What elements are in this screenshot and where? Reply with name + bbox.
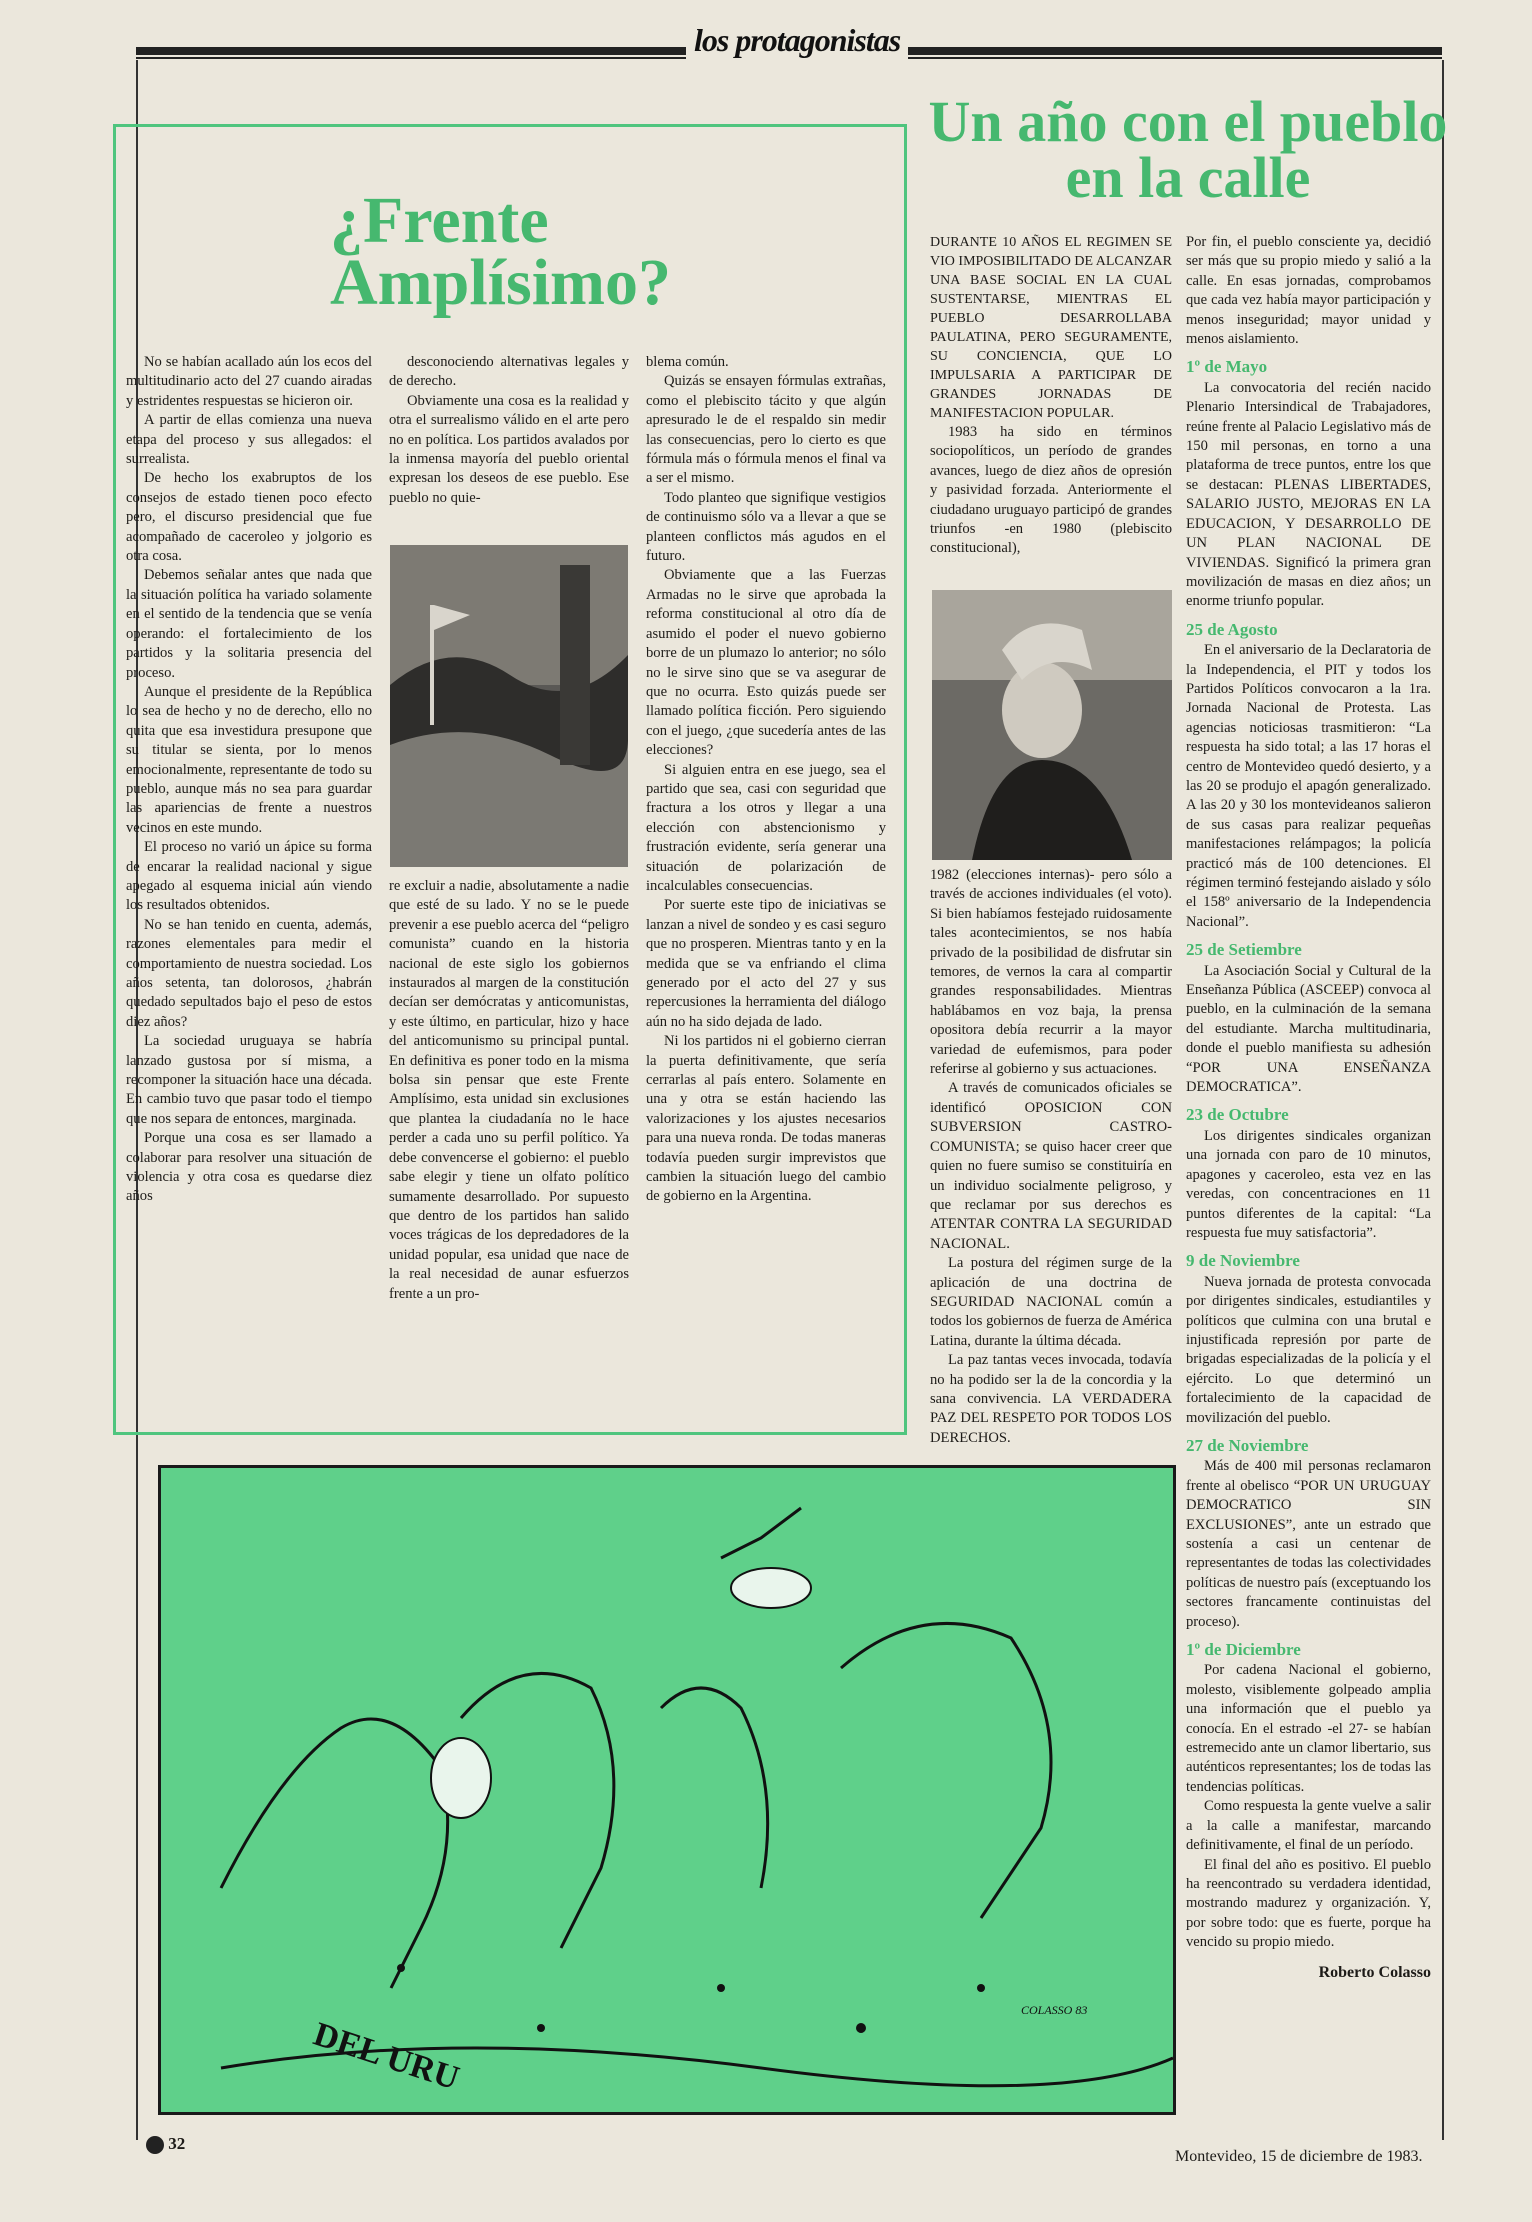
paragraph: Debemos señalar antes que nada que la situación política ha variado solamente en el sentido de la tendencia que se venía operando: el fortalecimiento de los partidos y la solitaria presencia del proceso.: [126, 567, 372, 681]
paragraph: re excluir a nadie, absolutamente a nadie que esté de su lado. Y no se le puede prevenir a ese pueblo acerca del “peligro comunista” cuando en la historia nacional de este siglo los gobiernos instaurados al margen de la constitución decían ser demócratas y anticomunistas, y este último, en particular, hizo y hace del anticomunismo su principal puntal. En definitiva es poner todo en la misma bolsa sin pensar que este Frente Amplísimo, esta unidad sin exclusiones que plantea la ciudadanía no le hace perder a cada uno su perfil político. Ya debe convencerse el gobierno: el pueblo sabe elegir y tiene un olfato político sumamente desarrollado. Por supuesto que dentro de los partidos han salido voces trágicas de los depredadores de la unidad popular, esa unidad que nace de la real necesidad de aunar esfuerzos frente a un pro-: [389, 878, 629, 1302]
paragraph: desconociendo alternativas legales y de derecho.: [389, 354, 629, 390]
paragraph: La sociedad uruguaya se habría lanzado gustosa por sí misma, a recomponer la situación hace una década. En cambio tuvo que pasar todo el tiempo que nos separa de entonces, marginada.: [126, 1033, 372, 1127]
event-date-heading: 1º de Diciembre: [1186, 1640, 1301, 1660]
paragraph: Obviamente una cosa es la realidad y otra el surrealismo válido en el arte pero no en política. Los partidos avalados por la inmensa mayoría del pueblo oriental expresan los deseos de ese pueblo. Ese pueblo no quie-: [389, 392, 629, 506]
paragraph: De hecho los exabruptos de los consejos de estado tienen poco efecto pero, el discurso presidencial que fue acompañado de caceroleo y jolgorio es otra cosa.: [126, 470, 372, 565]
paragraph: Por suerte este tipo de iniciativas se lanzan a nivel de sondeo y es casi seguro que no prosperen. Mientras tanto y en la medida que se va enfriando el clima generado por el acto del 27 y sus repercusiones la herramienta del diálogo aún no ha sido dejada de lado.: [646, 897, 886, 1030]
right-article-col2: [1186, 233, 1431, 1982]
dateline: Montevideo, 15 de diciembre de 1983.: [1175, 2148, 1423, 2165]
paragraph: Obviamente que a las Fuerzas Armadas no le sirve que aprobada la reforma constitucional al otro día de asumido el poder el nuevo gobierno borre de un plumazo lo anterior; no sólo no le sirve sino que se va asegurar de que no ocurra. Esto quizás puede ser llamado política ficción. Pero siguiendo con el juego, ¿que sucedería antes de las elecciones?: [646, 567, 886, 759]
event-description: Nueva jornada de protesta convocada por dirigentes sindicales, estudiantiles y políticos que culmina con una brutal e injustificada represión por parte de brigadas especializadas de la policía y el ejército. Lo que determinó un fortalecimiento de la capacidad de movilización del pueblo.: [1186, 1273, 1431, 1426]
paragraph: Si alguien entra en ese juego, sea el partido que sea, casi con seguridad que fractura a los otros y llegar a una elección con abstencionismo y frustración evidente, sería generar una situación de polarización de incalculables consecuencias.: [646, 761, 886, 894]
event-date-heading: 23 de Octubre: [1186, 1105, 1289, 1125]
paragraph: La postura del régimen surge de la aplicación de una doctrina de SEGURIDAD NACIONAL común a todos los gobiernos de fuerza de América Latina, durante la última década.: [930, 1255, 1172, 1349]
right-article-paragraph: 1983 ha sido en términos sociopolíticos, un período de grandes avances, luego de diez años de opresión y pasividad forzada. Anteriormente el ciudadano uruguayo participó de grandes triunfos -en 1980 (plebiscito constitucional),: [930, 424, 1172, 557]
paragraph: Porque una cosa es ser llamado a colaborar para resolver una situación de violencia y otra cosa es quedarse diez años: [126, 1130, 372, 1205]
paragraph: 1982 (elecciones internas)- pero sólo a través de acciones individuales (el voto). Si bien habíamos festejado ruidosamente tales acontecimientos, se nos había privado de la posibilidad de disfrutar sin temores, de vernos la cara al compartir grandes responsabilidades. Mientras hablábamos en voz baja, la prensa opositora debía recurrir a la mayor variedad de eufemismos, para poder referirse al gobierno y sus actuaciones.: [930, 867, 1172, 1078]
left-article-headline: ¿Frente Amplísimo?: [330, 184, 672, 319]
cartoon-artist-signature: COLASSO 83: [1021, 2003, 1088, 2017]
paragraph: blema común.: [646, 354, 729, 370]
section-title: los protagonistas: [686, 22, 908, 59]
right-article-col1-top: [930, 233, 1172, 559]
paragraph: A partir de ellas comienza una nueva etapa del proceso y sus allegados: el surrealista.: [126, 412, 372, 468]
paragraph: Quizás se ensayen fórmulas extrañas, como el plebiscito tácito y que algún apresurado le de el respaldo sin medir las consecuencias, pero lo cierto es que fórmula más o fórmula menos el final va a ser el mismo.: [646, 373, 886, 487]
event-date-heading: 25 de Setiembre: [1186, 940, 1302, 960]
editorial-cartoon: [158, 1465, 1176, 2115]
paragraph: No se han tenido en cuenta, además, razones elementales para medir el comportamiento de nuestra sociedad. Los años setenta, tan dolorosos, ¿habrán quedado sepultados bajo el peso de estos diez años?: [126, 916, 372, 1030]
paragraph: El final del año es positivo. El pueblo ha reencontrado su verdadera identidad, mostrando madurez y organización. Y, por sobre todo: que es fuerte, porque ha vencido su propio miedo.: [1186, 1856, 1431, 1951]
left-article-col1: [126, 353, 372, 1207]
right-article-col1-bottom: [930, 866, 1172, 1448]
left-article-col2-bottom: [389, 877, 629, 1304]
event-description: Los dirigentes sindicales organizan una jornada con paro de 10 minutos, apagones y caceroleo, esta vez en las veredas, con concentraciones en 11 puntos diferentes de la capital: “La respuesta fue muy satisfactoria”.: [1186, 1127, 1431, 1241]
event-description: En el aniversario de la Declaratoria de la Independencia, el PIT y todos los Partidos Políticos convocaron a la 1ra. Jornada Nacional de Protesta. Las agencias noticiosas trasmitieron: “La respuesta ha sido total; a las 17 horas el centro de Montevideo quedó desierto, y a las 20 se produjo el apagón generalizado. A las 20 y 30 los montevideanos salieron de sus casas para realizar pequeñas manifestaciones relámpagos; la policía practicó más de 100 detenciones. El régimen terminó festejando aislado y sólo el 158º aniversario de la Independencia Nacional”.: [1186, 642, 1431, 930]
event-description: La convocatoria del recién nacido Plenario Intersindical de Trabajadores, reúne frente al Palacio Legislativo más de 150 mil personas, en torno a una plataforma de trece puntos, entre los que se destacan: PLENAS LIBERTADES, SALARIO JUSTO, MEJORAS EN LA EDUCACION, Y DESARROLLO DE UN PLAN NACIONAL DE VIVIENDAS. Significó la primera gran movilización de masas en diez años; un enorme triunfo popular.: [1186, 379, 1431, 610]
right-article-headline: Un año con el pueblo en la calle: [928, 89, 1448, 210]
paragraph: A través de comunicados oficiales se identificó OPOSICION CON SUBVERSION CASTRO-COMUNISTA; se quiso hacer creer que quien no fuere sumiso se constituiría en un individuo socialmente peligroso, y que reclamar por sus derechos es ATENTAR CONTRA LA SEGURIDAD NACIONAL.: [930, 1080, 1172, 1252]
event-description: Por cadena Nacional el gobierno, molesto, visiblemente golpeado amplia una información que el pueblo ya conocía. En el estrado -el 27- se habían estremecido ante un clamor libertario, sus auténticos representantes; los de todas las tendencias políticas.: [1186, 1662, 1431, 1795]
paragraph: Todo planteo que signifique vestigios de continuismo sólo va a llevar a que se planteen conflictos más agudos en el futuro.: [646, 489, 886, 565]
publication-logo-icon: [146, 2136, 164, 2154]
left-article-col2-top: [389, 353, 629, 508]
woman-protester-photo: [932, 590, 1172, 860]
right-article-lead: DURANTE 10 AÑOS EL REGIMEN SE VIO IMPOSIBILITADO DE ALCANZAR UNA BASE SOCIAL EN LA CUAL SUSTENTARSE, MIENTRAS EL PUEBLO DESARROLLABA PAULATINA, PERO SEGURAMENTE, SU CONCIENCIA, QUE LO IMPULSARIA A PARTICIPAR DE GRANDES JORNADAS DE MANIFESTACION POPULAR.: [930, 235, 1172, 421]
event-date-heading: 27 de Noviembre: [1186, 1435, 1309, 1455]
protest-crowd-photo: [390, 545, 628, 867]
event-description: Más de 400 mil personas reclamaron frente al obelisco “POR UN URUGUAY DEMOCRATICO SIN EXCLUSIONES”, ante un estrado que sostenía a casi un centenar de representantes de todas las colectividades políticas de nuestro país (exceptuando los sectores francamente continuistas del proceso).: [1186, 1458, 1431, 1630]
author-signature: Roberto Colasso: [1318, 1963, 1431, 1981]
paragraph: El proceso no varió un ápice su forma de encarar la realidad nacional y sigue apegado al esquema inicial aún viendo los resultados obtenidos.: [126, 839, 372, 914]
event-description: La Asociación Social y Cultural de la Enseñanza Pública (ASCEEP) convoca al pueblo, en la culminación de la semana del estudiante. Marcha multitudinaria, donde el pueblo manifiesta su adhesión “POR UNA ENSEÑANZA DEMOCRATICA”.: [1186, 962, 1431, 1096]
page-number: 32: [146, 2134, 185, 2154]
event-date-heading: 9 de Noviembre: [1186, 1251, 1300, 1271]
event-date-heading: 1º de Mayo: [1186, 357, 1268, 377]
paragraph: La paz tantas veces invocada, todavía no ha podido ser la de la concordia y la sana convivencia. LA VERDADERA PAZ DEL RESPETO POR TODOS LOS DERECHOS.: [930, 1352, 1172, 1446]
paragraph: No se habían acallado aún los ecos del multitudinario acto del 27 cuando airadas y estridentes respuestas se hicieron oir.: [126, 354, 372, 409]
paragraph: Ni los partidos ni el gobierno cierran la puerta definitivamente, que sería cerrarlas al país entero. Solamente en una y otra se están haciendo las valorizaciones y los ajustes necesarios para una nueva ronda. De todas maneras todavía pueden surgir imprevistos que cambien la situación luego del cambio de gobierno en la Argentina.: [646, 1033, 886, 1205]
left-article-col3: [646, 353, 886, 1207]
right-frame-rule: [1442, 60, 1444, 2140]
paragraph: Aunque el presidente de la República lo sea de hecho y no de derecho, ello no quita que esa investidura presupone que su titular se sienta, por lo menos emocionalmente, representante de todo su pueblo, aunque más no sea para guardar las apariencias de frente a nuestros vecinos en este mundo.: [126, 683, 372, 836]
right-article-col2-intro: Por fin, el pueblo consciente ya, decidió ser más que su propio miedo y salió a la calle. En esas jornadas, comprobamos que cada vez había mayor participación y menos inseguridad; mayor unidad y menos aislamiento.: [1186, 234, 1431, 348]
paragraph: Como respuesta la gente vuelve a salir a la calle a manifestar, marcando definitivamente, el final de un período.: [1186, 1798, 1431, 1854]
event-date-heading: 25 de Agosto: [1186, 619, 1278, 639]
cartoon-ground-text: DEL URU: [309, 2015, 464, 2098]
